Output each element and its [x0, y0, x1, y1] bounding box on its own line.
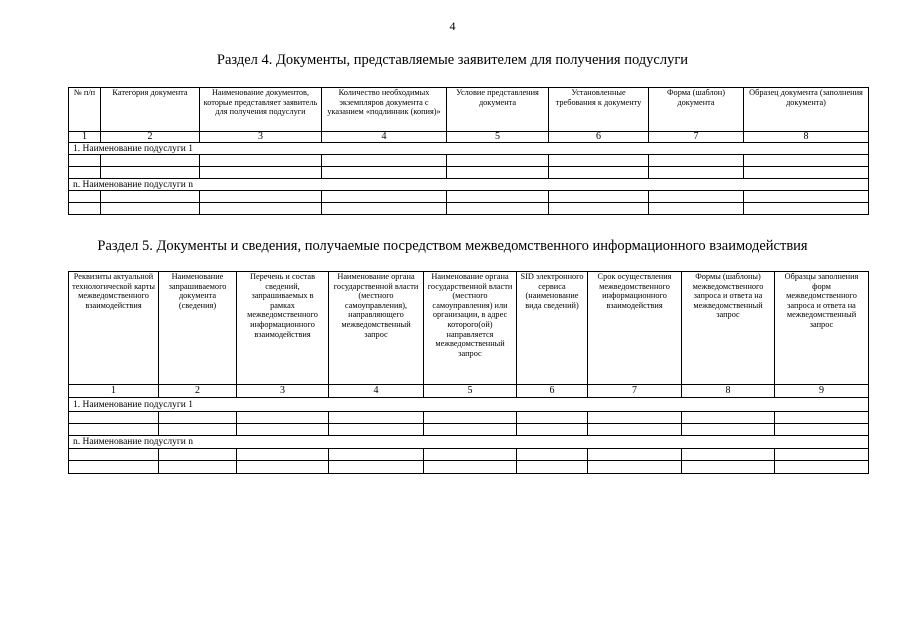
- column-number: 7: [649, 132, 744, 143]
- header-row: [69, 272, 869, 385]
- subservice-name: 1. Наименование подуслуги 1: [69, 143, 869, 155]
- column-number: 5: [447, 132, 549, 143]
- subservice-name: 1. Наименование подуслуги 1: [69, 398, 869, 412]
- column-number: 8: [682, 385, 775, 398]
- column-number: 5: [424, 385, 517, 398]
- column-header: Реквизиты актуальной технологической карты межведомственного взаимодействия: [69, 272, 159, 385]
- table-row: [69, 167, 869, 179]
- column-header: Установленные требования к документу: [549, 88, 649, 132]
- column-number: 3: [237, 385, 329, 398]
- section-5-title: Раздел 5. Документы и сведения, получаемые посредством межведомственного информационного взаимодействия: [97, 238, 808, 254]
- page-number: 4: [449, 19, 456, 33]
- column-number: 4: [322, 132, 447, 143]
- table-row: [69, 461, 869, 474]
- subservice-name: n. Наименование подуслуги n: [69, 436, 869, 449]
- table-row: [69, 449, 869, 461]
- column-header: Наименование органа государственной власти (местного самоуправления), направляющего межведомственный запрос: [329, 272, 424, 385]
- column-number: 6: [549, 132, 649, 143]
- header-row: [69, 88, 869, 132]
- section-4-title: Раздел 4. Документы, представляемые заявителем для получения подуслуги: [216, 52, 689, 68]
- column-header: Количество необходимых экземпляров документа с указанием «подлинник (копия)»: [322, 88, 447, 132]
- column-number: 3: [200, 132, 322, 143]
- column-header: Условие представления документа: [447, 88, 549, 132]
- column-number: 2: [101, 132, 200, 143]
- column-header: Перечень и состав сведений, запрашиваемых в рамках межведомственного информационного взаимодействия: [237, 272, 329, 385]
- column-header: Срок осуществления межведомственного информационного взаимодействия: [588, 272, 682, 385]
- column-header: Образец документа (заполнения документа): [744, 88, 869, 132]
- column-number-row: [69, 132, 869, 143]
- subservice-group-row: [69, 179, 869, 191]
- column-number: 1: [69, 132, 101, 143]
- subservice-name: n. Наименование подуслуги n: [69, 179, 869, 191]
- subservice-group-row: [69, 436, 869, 449]
- table-row: [69, 203, 869, 215]
- column-header: № п/п: [69, 88, 101, 132]
- column-header: Форма (шаблон) документа: [649, 88, 744, 132]
- subservice-group-row: [69, 143, 869, 155]
- section-4-table: [68, 87, 869, 215]
- column-header: Наименование органа государственной власти (местного самоуправления) или организации, в адрес которого(ой) направляется межведомственный запрос: [424, 272, 517, 385]
- column-header: Категория документа: [101, 88, 200, 132]
- column-number: 4: [329, 385, 424, 398]
- column-header: Наименование документов, которые представляет заявитель для получения подуслуги: [200, 88, 322, 132]
- subservice-group-row: [69, 398, 869, 412]
- column-header: Наименование запрашиваемого документа (сведения): [159, 272, 237, 385]
- section-5-table: [68, 271, 869, 474]
- column-header: Образцы заполнения форм межведомственного запроса и ответа на межведомственный запрос: [775, 272, 869, 385]
- column-header: SID электронного сервиса (наименование вида сведений): [517, 272, 588, 385]
- column-number: 7: [588, 385, 682, 398]
- table-row: [69, 155, 869, 167]
- column-number: 1: [69, 385, 159, 398]
- column-number: 8: [744, 132, 869, 143]
- table-row: [69, 412, 869, 424]
- table-row: [69, 191, 869, 203]
- column-number: 2: [159, 385, 237, 398]
- column-number-row: [69, 385, 869, 398]
- column-header: Формы (шаблоны) межведомственного запроса и ответа на межведомственный запрос: [682, 272, 775, 385]
- table-row: [69, 424, 869, 436]
- column-number: 9: [775, 385, 869, 398]
- column-number: 6: [517, 385, 588, 398]
